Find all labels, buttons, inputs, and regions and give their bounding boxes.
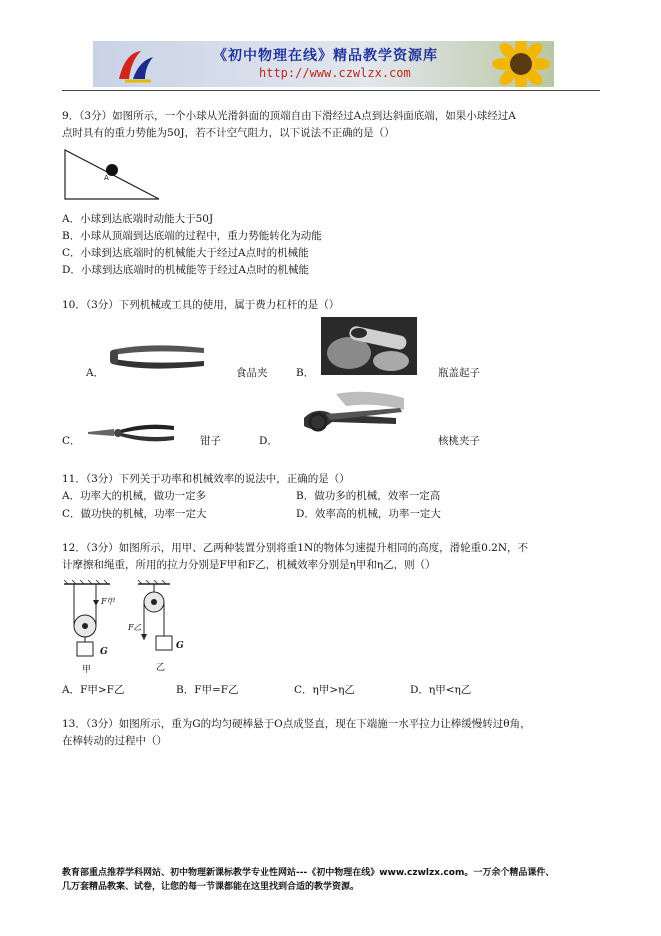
q9-option-a: A．小球到达底端时动能大于50J xyxy=(62,213,214,225)
q12-stem-line2: 计摩擦和绳重，所用的拉力分别是F甲和F乙，机械效率分别是η甲和η乙，则（） xyxy=(62,559,436,571)
sunflower-icon xyxy=(481,41,554,87)
q12-stem-line1: 12．（3分）如图所示，用甲、乙两种装置分别将重1N的物体匀速提升相同的高度，滑轮重0.2N，不 xyxy=(62,542,529,554)
q9-point-a-label: A xyxy=(104,174,109,182)
q11-option-d: D．效率高的机械，功率一定大 xyxy=(296,508,441,520)
q9-option-d: D．小球到达底端时的机械能等于经过A点时的机械能 xyxy=(62,264,310,276)
q11-stem: 11．（3分）下列关于功率和机械效率的说法中，正确的是（） xyxy=(62,473,350,485)
q9-option-b: B．小球从顶端到达底端的过程中，重力势能转化为动能 xyxy=(62,230,322,242)
q12-label-jia: 甲 xyxy=(82,665,92,675)
q11-option-c: C．做功快的机械，功率一定大 xyxy=(62,508,207,520)
header-divider xyxy=(62,90,600,91)
banner-url[interactable]: http://www.czwlzx.com xyxy=(259,66,411,80)
q12-label-f-yi: F乙 xyxy=(128,623,142,632)
q10-option-d-letter: D． xyxy=(259,435,278,447)
q13-stem-line2: 在棒转动的过程中（） xyxy=(62,735,167,747)
q12-option-b: B．F甲=F乙 xyxy=(176,684,239,696)
q11-option-b: B．做功多的机械，效率一定高 xyxy=(296,490,441,502)
q12-option-a: A．F甲>F乙 xyxy=(62,684,125,696)
q12-label-yi: 乙 xyxy=(156,663,166,673)
q12-option-d: D．η甲<η乙 xyxy=(410,684,472,696)
q9-stem-line1: 9．（3分）如图所示，一个小球从光滑斜面的顶端自由下滑经过A点到达斜面底端，如果小球经过A xyxy=(62,110,516,122)
q9-stem-line2: 点时具有的重力势能为50J，若不计空气阻力，以下说法不正确的是（） xyxy=(62,127,395,139)
q9-incline-figure xyxy=(62,146,162,202)
q10-option-a-letter: A． xyxy=(86,367,105,379)
bottle-opener-photo xyxy=(321,317,417,375)
q12-option-c: C．η甲>η乙 xyxy=(294,684,355,696)
q10-option-b-letter: B． xyxy=(296,367,315,379)
q11-option-a: A．功率大的机械，做功一定多 xyxy=(62,490,207,502)
q10-option-c-caption: 钳子 xyxy=(200,435,221,447)
q10-option-d-caption: 核桃夹子 xyxy=(438,435,480,447)
footer-line2: 几万套精品教案、试卷，让您的每一节课都能在这里找到合适的教学资源。 xyxy=(62,882,360,892)
logo-icon xyxy=(115,47,157,83)
q13-stem-line1: 13．（3分）如图所示，重为G的均匀硬棒悬于O点成竖直，现在下端施一水平拉力让棒缓慢转过θ角， xyxy=(62,718,531,730)
q10-option-a-caption: 食品夹 xyxy=(236,367,268,379)
header-banner xyxy=(93,41,554,87)
food-tongs-icon xyxy=(108,340,208,374)
pliers-icon xyxy=(86,420,176,446)
q12-label-g-jia: G xyxy=(100,647,108,657)
footer-line1: 教育部重点推荐学科网站、初中物理新课标教学专业性网站---《初中物理在线》www.czwlzx.com。一万余个精品课件、 xyxy=(62,868,555,878)
q10-option-b-caption: 瓶盖起子 xyxy=(438,367,480,379)
q12-label-g-yi: G xyxy=(176,641,184,651)
q12-label-f-jia: F甲 xyxy=(101,597,115,606)
q10-stem: 10．（3分）下列机械或工具的使用，属于费力杠杆的是（） xyxy=(62,299,340,311)
q9-option-c: C．小球到达底端时的机械能大于经过A点时的机械能 xyxy=(62,247,309,259)
q10-option-c-letter: C． xyxy=(62,435,81,447)
nutcracker-icon xyxy=(296,388,408,444)
banner-title: 《初中物理在线》精品教学资源库 xyxy=(213,48,438,64)
